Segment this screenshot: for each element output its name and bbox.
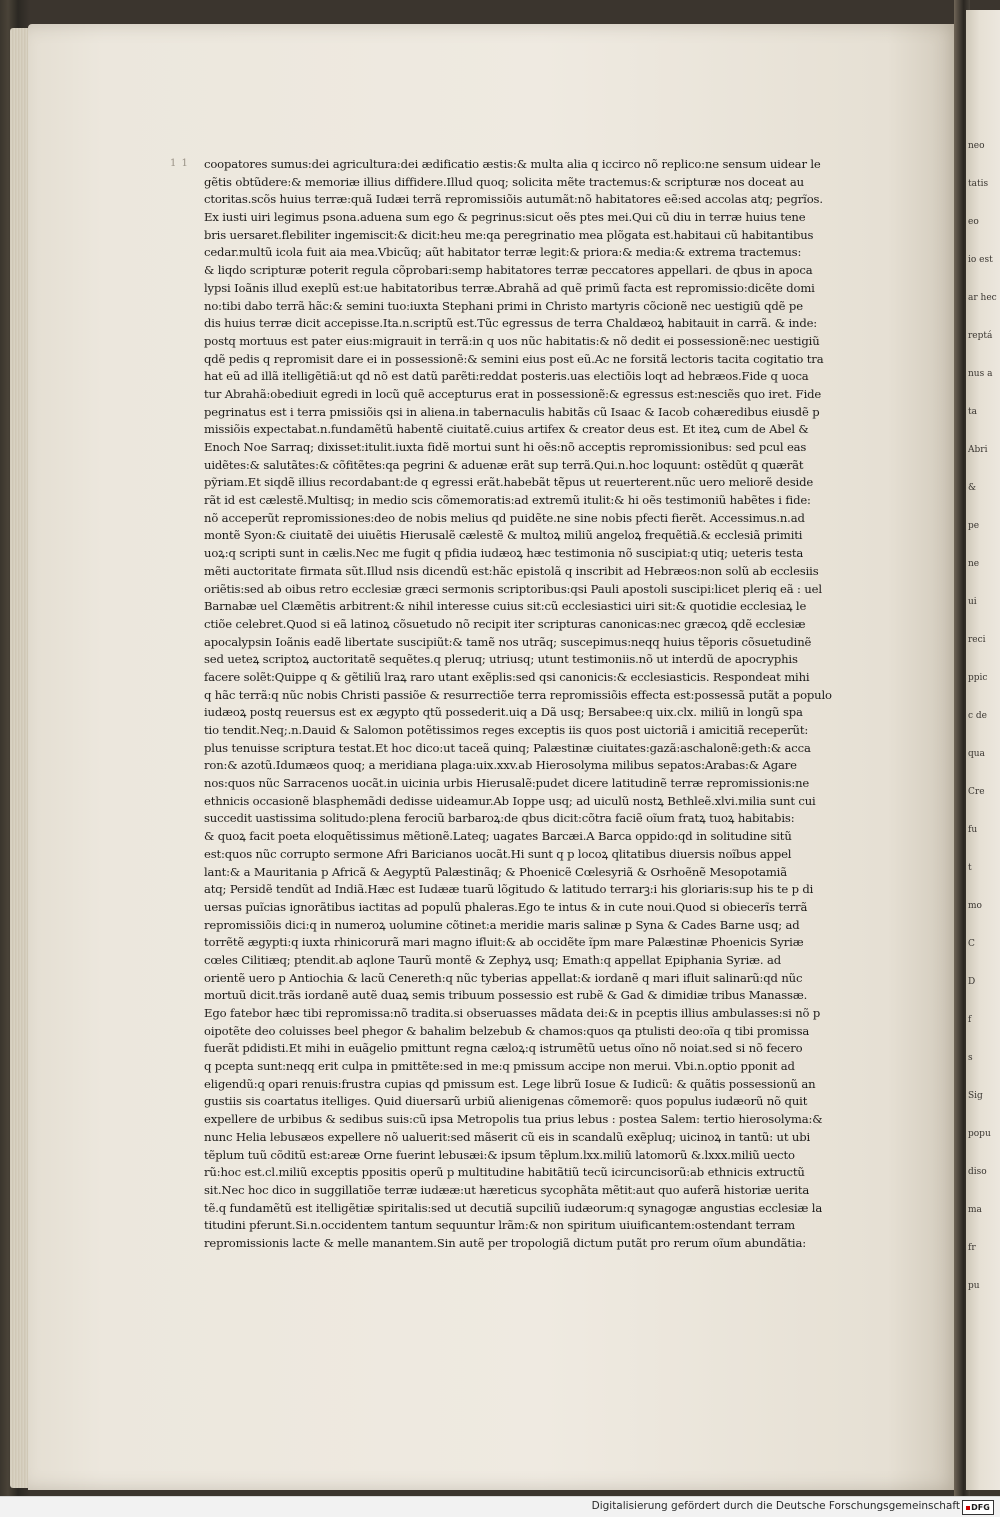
text-line: nos:quos nũc Sarracenos uocãt.in uicinia urbis Hierusalẽ:pudet dicere latitudinẽ terræ repromissionis:ne: [204, 776, 810, 791]
facing-page-text: neo: [968, 141, 985, 151]
text-line: coopatores sumus:dei agricultura:dei ædificatio æstis:& multa alia q iccirco nõ replico:ne sensum uidear le: [204, 157, 821, 171]
text-line: gẽtis obtũdere:& memoriæ illius diffidere.Illud quoq; solicita mẽte tractemus:& scripturæ nos doceat au: [204, 174, 804, 189]
facing-page-text: pe: [968, 521, 980, 531]
text-line: atq; Persidẽ tendũt ad Indiã.Hæc est Iudææ tuarũ lõgitudo & latitudo terrarꝫ:i his gloriaris:sup his te p di: [204, 882, 814, 897]
text-line: tẽplum tuũ cõditũ est:areæ Orne fuerint lebusæi:& ipsum tẽplum.lxx.miliũ latomorũ &.lxxx.miliũ uecto: [204, 1147, 795, 1162]
facing-page-text: f: [968, 1015, 972, 1025]
text-line: oipotẽte deo coluisses beel phegor & bahalim belzebub & chamos:quos qa ptulisti deo:oĩa q tibi promissa: [204, 1023, 810, 1038]
text-line: hat eũ ad illã itelligẽtiã:ut qd nõ est datũ parẽti:reddat posteris.uas electiõis loqt ad hebræos.Fide q uoca: [204, 369, 809, 384]
text-line: gustiis sis coartatus itelliges. Quid diuersarũ urbiũ alienigenas cõmemorẽ: quos populus iudæorũ nõ quit: [204, 1094, 808, 1109]
text-line: Ego fatebor hæc tibi repromissa:nõ tradita.si obseruasses mãdata dei:& in pceptis illius ambulasses:si nõ p: [204, 1006, 821, 1020]
text-line: iudæoꝝ postq reuersus est ex ægypto qtũ possederit.uiq a Dã usq; Bersabee:q uix.clx. miliũ in longũ spa: [204, 705, 803, 720]
text-line: no:tibi dabo terrã hãc:& semini tuo:iuxta Stephani primi in Christo martyris cõcionẽ nec uestigiũ qdẽ pe: [204, 298, 803, 313]
text-line: expellere de urbibus & sedibus suis:cũ ipsa Metropolis tua prius lebus : postea Salem: tertio hierosolyma:&: [204, 1112, 823, 1127]
text-line: lypsi Ioãnis illud exeplũ est:ue habitatoribus terræ.Abrahã ad quẽ primũ facta est repromissio:dicẽte domi: [204, 280, 815, 295]
facing-page-text: ppic: [968, 673, 988, 683]
text-line: mortuũ dicit.trãs iordanẽ autẽ duaꝝ semis tribuum possessio est rubẽ & Gad & dimidiæ tribus Manassæ.: [204, 988, 808, 1003]
text-line: Ex iusti uiri legimus psona.aduena sum ego & pegrinus:sicut oẽs ptes mei.Qui cũ diu in terræ huius tene: [204, 210, 806, 225]
text-line: oriẽtis:sed ab oibus retro ecclesiæ græci sermonis scriptoribus:qsi Pauli apostoli suscipi:licet pleriq eã : uel: [204, 581, 822, 596]
text-line: rũ:hoc est.cl.miliũ exceptis ppositis operũ p multitudine habitãtiũ tecũ icircuncisorũ:ab ethnicis extructũ: [204, 1165, 805, 1180]
facing-page-text: reptá: [968, 331, 993, 341]
text-line: postq mortuus est pater eius:migrauit in terrã:in q uos nũc habitatis:& nõ dedit ei possessionẽ:nec uestigiũ: [204, 333, 820, 348]
facing-page-text: tatis: [968, 179, 989, 189]
text-line: & liqdo scripturæ poterit regula cõprobari:semp habitatores terræ peccatores appellari. de qbus in apoca: [204, 263, 813, 278]
text-line: apocalypsin Ioãnis eadẽ libertate suscipiũt:& tamẽ nos utrãq; suscepimus:neqq huius tẽporis cõsuetudinẽ: [204, 634, 812, 649]
text-line: bris uersaret.flebiliter ingemiscit:& dicit:heu me:qa peregrinatio mea plõgata est.habitaui cũ habitantibus: [204, 227, 814, 242]
digitization-credit: Digitalisierung gefördert durch die Deutsche Forschungsgemeinschaft: [591, 1500, 960, 1512]
facing-page-text: fr: [968, 1243, 976, 1253]
text-line: repromissionis lacte & melle manantem.Sin autẽ per tropologiã dictum putãt pro rerum oĩum abundãtia:: [204, 1235, 807, 1250]
facing-page-text: diso: [968, 1167, 987, 1177]
text-line: sit.Nec hoc dico in suggillatiõe terræ iudææ:ut hæreticus sycophãta mẽtit:aut quo auferã historiæ uerita: [204, 1182, 810, 1197]
dfg-logo-text: DFG: [971, 1503, 990, 1512]
facing-page-text: io est: [968, 255, 993, 265]
facing-page-text: reci: [968, 635, 986, 645]
text-line: sed ueteꝝ scriptoꝝ auctoritatẽ sequẽtes.q pleruq; utriusq; utunt testimoniis.nõ ut interdũ de apocryphis: [204, 652, 798, 667]
text-line: cœles Cilitiæq; ptendit.ab aqlone Taurũ montẽ & Zephyꝝ usq; Emath:q appellat Epiphania Syriæ. ad: [204, 952, 782, 967]
facing-page-text: ne: [968, 559, 980, 569]
text-line: montẽ Syon:& ciuitatẽ dei uiuẽtis Hierusalẽ cælestẽ & multoꝝ miliũ angeloꝝ frequẽtiã.& ecclesiã primiti: [204, 528, 803, 543]
dfg-logo-mark: [966, 1506, 970, 1510]
text-line: qdẽ pedis q repromisit dare ei in possessionẽ:& semini eius post eũ.Ac ne forsitã lectoris tacita cogitatio tra: [204, 351, 824, 366]
text-line: ctiõe celebret.Quod si eã latinoꝝ cõsuetudo nõ recipit iter scripturas canonicas:nec græcoꝝ qdẽ ecclesiæ: [204, 616, 806, 631]
text-line: est:quos nũc corrupto sermone Afri Baricianos uocãt.Hi sunt q p locoꝝ qlitatibus diuersis noĩbus appel: [204, 846, 792, 861]
book-page-edges: [10, 28, 30, 1488]
facing-page-text: Sig: [968, 1091, 983, 1101]
facing-page-text: ta: [968, 407, 977, 417]
text-line: lant:& a Mauritania p Africã & Aegyptũ Palæstinãq; & Phoenicẽ Cœlesyriã & Osrhoẽnẽ Mesopotamiã: [204, 864, 788, 879]
dfg-logo: [962, 1500, 994, 1515]
text-line: facere solẽt:Quippe q & gẽtiliũ lraꝝ raro utant exẽplis:sed qsi canonicis:& ecclesiasticis. Respondeat mihi: [204, 669, 810, 684]
facing-page-text: c de: [968, 711, 987, 721]
text-line: torrẽtẽ ægypti:q iuxta rhinicorurã mari magno ifluit:& ab occidẽte ĩpm mare Palæstinæ Phoenicis Syriæ: [204, 935, 804, 950]
text-line: titudini pferunt.Si.n.occidentem tantum sequuntur lrãm:& non spiritum uiuificantem:ostendant terram: [204, 1218, 795, 1233]
facing-page-text: D: [968, 977, 976, 987]
text-line: cedar.multũ icola fuit aia mea.Vbicũq; aũt habitator terræ legit:& priora:& media:& extrema tractemus:: [204, 245, 802, 260]
text-line: ethnicis occasionẽ blasphemãdi dedisse uideamur.Ab Ioppe usq; ad uiculũ nostꝝ Bethleẽ.xlvi.milia sunt cui: [204, 793, 816, 808]
text-line: dis huius terræ dicit accepisse.Ita.n.scriptũ est.Tũc egressus de terra Chaldæoꝝ habitauit in carrã. & inde:: [204, 316, 818, 331]
text-line: fuerãt pdidisti.Et mihi in euãgelio pmittunt regna cæloꝝ:q istrumẽtũ uetus oĩno nõ noiat.sed si nõ fecero: [204, 1041, 803, 1056]
facing-page-text: eo: [968, 217, 979, 227]
text-line: repromissiõis dici:q in numeroꝝ uolumine cõtinet:a meridie maris salinæ p Syna & Cades Barne usq; ad: [204, 917, 800, 932]
text-line: tur Abrahã:obediuit egredi in locũ quẽ accepturus erat in possessionẽ:& egressus est:nesciẽs quo iret. Fide: [204, 386, 822, 401]
facing-page-text: t: [968, 863, 972, 873]
text-line: mẽti auctoritate firmata sũt.Illud nsis dicendũ est:hãc epistolã q inscribit ad Hebræos:non solũ ab ecclesiis: [204, 563, 819, 578]
incunable-text-column: [204, 156, 932, 1253]
text-line: ron:& azotũ.Idumæos quoq; a meridiana plaga:uix.xxv.ab Hierosolyma milibus sepatos:Arabas:& Agare: [204, 758, 797, 773]
text-line: Enoch Noe Sarraq; dixisset:itulit.iuxta fidẽ mortui sunt hi oẽs:nõ acceptis repromissionibus: sed pcul eas: [204, 440, 807, 454]
facing-page-fragment: [966, 10, 1000, 1490]
text-line: nunc Helia lebusæos expellere nõ ualuerit:sed mãserit cũ eis in scandalũ exẽpluq; uicinoꝝ in tantũ: ut ubi: [204, 1129, 811, 1144]
facing-page-text: s: [968, 1053, 973, 1063]
text-line: pỹriam.Et siqdẽ illius recordabant:de q egressi erãt.habebãt tẽpus ut reuerterent.nũc uero meliorẽ deside: [204, 475, 814, 490]
facing-page-text: Abri: [968, 445, 988, 455]
text-line: q hãc terrã:q nũc nobis Christi passiõe & resurrectiõe terra repromissiõis effecta est:possessã putãt a populo: [204, 687, 832, 702]
facing-page-text: mo: [968, 901, 982, 911]
text-line: uoꝝ:q scripti sunt in cælis.Nec me fugit q pfidia iudæoꝝ hæc testimonia nõ suscipiat:q utiq; ueteris testa: [204, 546, 804, 561]
text-line: Barnabæ uel Clæmẽtis arbitrent:& nihil interesse cuius sit:cũ ecclesiastici uiri sit:& quotidie ecclesiaꝝ le: [204, 599, 807, 614]
text-line: orientẽ uero p Antiochia & lacũ Cenereth:q nũc tyberias appellat:& iordanẽ q mari ifluit salinarũ:qd nũc: [204, 970, 803, 985]
margin-mark: 1 1: [170, 158, 189, 169]
facing-page-text: nus a: [968, 369, 993, 379]
text-line: q pcepta sunt:neqq erit culpa in pmittẽte:sed in me:q pmissum accipe non merui. Vbi.n.optio pponit ad: [204, 1059, 795, 1074]
facing-page-text: qua: [968, 749, 985, 759]
text-line: nõ acceperũt repromissiones:deo de nobis melius qd puidẽte.ne sine nobis pfecti fierẽt. Accessimus.n.ad: [204, 510, 805, 525]
facing-page-text: pu: [968, 1281, 980, 1291]
facing-page-text: popu: [968, 1129, 991, 1139]
facing-page-text: &: [968, 483, 977, 493]
text-line: ctoritas.scõs huius terræ:quã Iudæi terrã repromissiõis autumãt:nõ habitatores eẽ:sed accolas atq; pegrĩos.: [204, 192, 823, 207]
text-line: uidẽtes:& salutãtes:& cõfitẽtes:qa pegrini & aduenæ erãt sup terrã.Qui.n.hoc loquunt: ostẽdũt q quærãt: [204, 457, 804, 472]
text-line: pegrinatus est i terra pmissiõis qsi in aliena.in tabernaculis habitãs cũ Isaac & Iacob cohæredibus eiusdẽ p: [204, 404, 820, 419]
text-line: & quoꝝ facit poeta eloquẽtissimus mẽtionẽ.Lateq; uagates Barcæi.A Barca oppido:qd in solitudine sitũ: [204, 829, 792, 844]
text-line: uersas puĩcias ignorãtibus iactitas ad populũ phaleras.Ego te intus & in cute noui.Quod si obiecerĩs terrã: [204, 899, 808, 914]
facing-page-text: ma: [968, 1205, 982, 1215]
text-line: succedit uastissima solitudo:plena ferociũ barbaroꝝ:de qbus dicit:cõtra faciẽ oĩum fratꝝ tuoꝝ habitabis:: [204, 811, 795, 826]
facing-page-text: fu: [968, 825, 978, 835]
facing-page-text: Cre: [968, 787, 985, 797]
facing-page-text: ar hec: [968, 293, 997, 303]
text-line: tẽ.q fundamẽtũ est itelligẽtiæ spiritalis:sed ut decutiã supciliũ iudæorum:q synagogæ angustias ecclesiæ la: [204, 1200, 823, 1215]
text-line: plus tenuisse scriptura testat.Et hoc dico:ut taceã quinq; Palæstinæ ciuitates:gazã:aschalonẽ:geth:& acca: [204, 740, 811, 755]
text-line: missiõis expectabat.n.fundamẽtũ habentẽ ciuitatẽ.cuius artifex & creator deus est. Et iteꝝ cum de Abel &: [204, 422, 809, 437]
facing-page-text: C: [968, 939, 975, 949]
text-line: eligendũ:q opari renuis:frustra cupias qd pmissum est. Lege librũ Iosue & Iudicũ: & quãtis possessionũ an: [204, 1076, 816, 1091]
text-line: rãt id est cælestẽ.Multisq; in medio scis cõmemoratis:ad extremũ itulit:& hi oẽs testimoniũ habẽtes i fide:: [204, 493, 811, 508]
facing-page-text: ui: [968, 597, 977, 607]
text-line: tio tendit.Neq;.n.Dauid & Salomon potẽtissimos reges exceptis iis quos post uictoriã i amicitiã receperũt:: [204, 723, 809, 737]
footer-bar: [0, 1496, 1000, 1517]
